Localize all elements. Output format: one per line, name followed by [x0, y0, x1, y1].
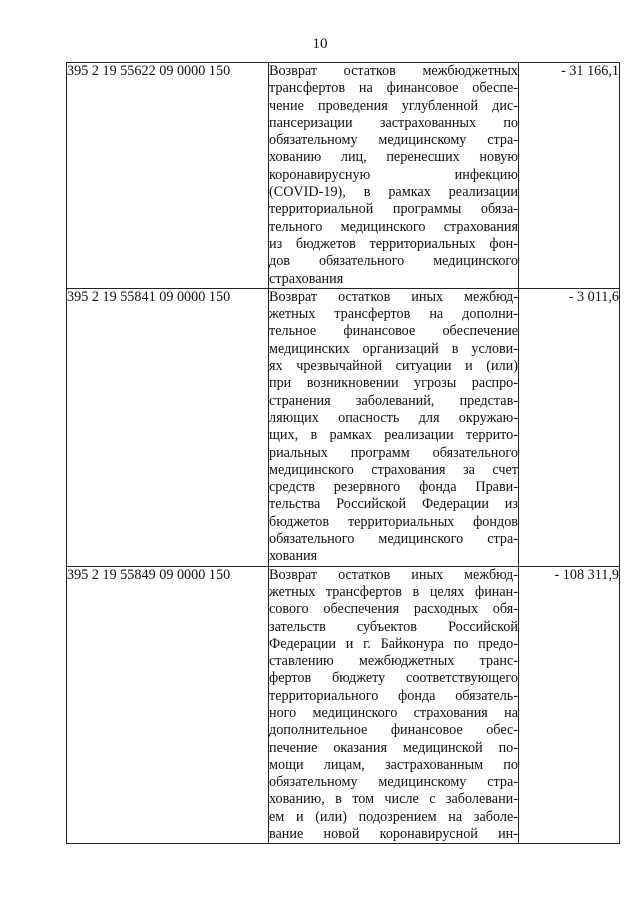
description-line: ставлению межбюджетных транс-	[269, 653, 518, 670]
description-line: вание новой коронавирусной ин-	[269, 826, 518, 843]
row-description	[269, 63, 519, 289]
amount: - 31 166,1	[519, 63, 620, 289]
description-line: обязательному медицинскому стра-	[269, 132, 518, 149]
description-line: щих, в рамках реализации террито-	[269, 427, 518, 444]
description-line: территориальной программы обяза-	[269, 201, 518, 218]
description-line: хования	[269, 548, 318, 565]
description-line: (COVID-19), в рамках реализации	[269, 184, 518, 201]
description-line: мощи лицам, застрахованным по	[269, 756, 518, 773]
description-line: медицинских организаций в услови-	[269, 340, 518, 357]
description-line: Возврат остатков иных межбюд-	[269, 288, 518, 305]
description-line: зательств субъектов Российской	[269, 618, 518, 635]
table-row	[67, 288, 620, 566]
description-line: при возникновении угрозы распро-	[269, 375, 518, 392]
description-line: ляющих опасность для окружаю-	[269, 409, 518, 426]
description-line: тельного медицинского страхования	[269, 218, 518, 235]
amount: - 3 011,6	[519, 288, 620, 566]
description-line: риальных программ обязательного	[269, 444, 518, 461]
description-line: Возврат остатков иных межбюд-	[269, 566, 518, 583]
description-line: дов обязательного медицинского	[269, 253, 518, 270]
budget-code: 395 2 19 55622 09 0000 150	[67, 63, 269, 289]
budget-code: 395 2 19 55841 09 0000 150	[67, 288, 269, 566]
description-line: хованию лиц, перенесших новую	[269, 149, 518, 166]
description-line: страхования	[269, 270, 344, 287]
description-line: территориального фонда обязатель-	[269, 687, 518, 704]
description-line: жетных трансфертов в целях финан-	[269, 583, 518, 600]
description-line: дополнительное финансовое обес-	[269, 722, 518, 739]
description-line: Возврат остатков межбюджетных	[269, 63, 518, 79]
row-description	[269, 288, 519, 566]
budget-code: 395 2 19 55849 09 0000 150	[67, 566, 269, 844]
row-description	[269, 566, 519, 844]
description-line: хованию, в том числе с заболевани-	[269, 791, 518, 808]
description-line: ем и (или) подозрением на заболе-	[269, 808, 518, 825]
description-line: странения заболеваний, представ-	[269, 392, 518, 409]
description-line: бюджетов территориальных фондов	[269, 513, 518, 530]
description-line: сового обеспечения расходных обя-	[269, 601, 518, 618]
description-line: коронавирусную инфекцию	[269, 166, 518, 183]
page-number: 10	[312, 36, 328, 52]
description-line: фертов бюджету соответствующего	[269, 670, 518, 687]
description-line: трансфертов на финансовое обеспе-	[269, 80, 518, 97]
description-line: тельства Российской Федерации из	[269, 496, 518, 513]
description-line: обязательному медицинскому стра-	[269, 774, 518, 791]
amount: - 108 311,9	[519, 566, 620, 844]
table-row	[67, 63, 620, 289]
description-line: тельное финансовое обеспечение	[269, 323, 518, 340]
description-line: пансеризации застрахованных по	[269, 114, 518, 131]
description-line: чение проведения углубленной дис-	[269, 97, 518, 114]
description-line: из бюджетов территориальных фон-	[269, 235, 518, 252]
description-line: ях чрезвычайной ситуации и (или)	[269, 358, 518, 375]
budget-table	[66, 62, 620, 844]
description-line: обязательного медицинского стра-	[269, 531, 518, 548]
description-line: медицинского страхования за счет	[269, 461, 518, 478]
description-line: жетных трансфертов на дополни-	[269, 306, 518, 323]
description-line: печение оказания медицинской по-	[269, 739, 518, 756]
table-row	[67, 566, 620, 844]
description-line: средств резервного фонда Прави-	[269, 479, 518, 496]
description-line: ного медицинского страхования на	[269, 704, 518, 721]
description-line: Федерации и г. Байконура по предо-	[269, 635, 518, 652]
